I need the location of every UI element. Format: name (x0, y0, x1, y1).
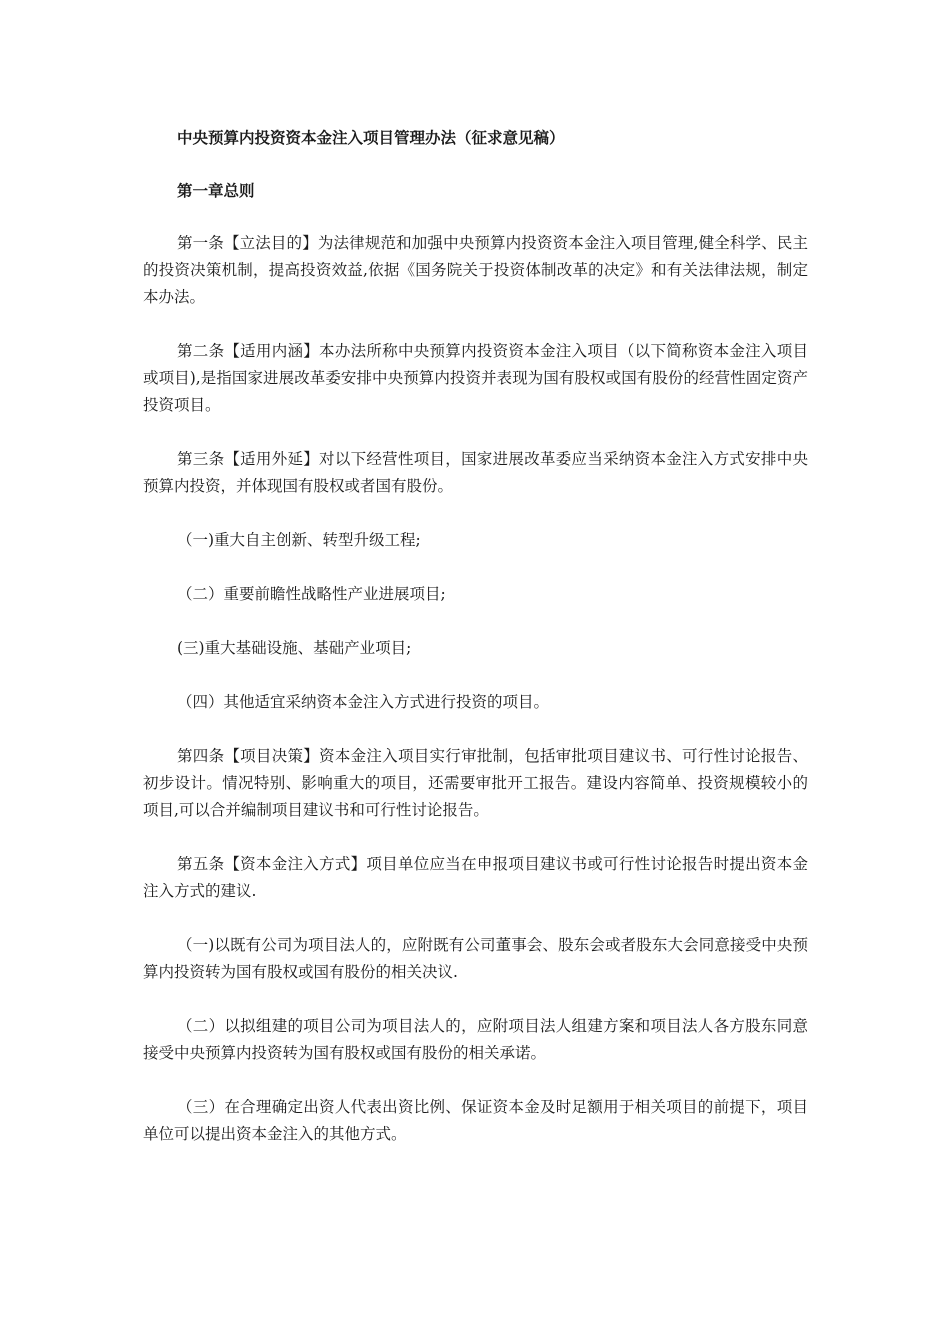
document-body (143, 124, 808, 1148)
article-4: 第四条【项目决策】资本金注入项目实行审批制，包括审批项目建议书、可行性讨论报告、初步设计。情况特别、影响重大的项目，还需要审批开工报告。建设内容简单、投资规模较小的项目,可以合并编制项目建议书和可行性讨论报告。 (143, 747, 808, 819)
article-2: 第二条【适用内涵】本办法所称中央预算内投资资本金注入项目（以下简称资本金注入项目或项目),是指国家进展改革委安排中央预算内投资并表现为国有股权或国有股份的经营性固定资产投资项目。 (143, 342, 808, 414)
article-3-item-4: （四）其他适宜采纳资本金注入方式进行投资的项目。 (177, 693, 550, 711)
chapter-heading: 第一章总则 (177, 181, 255, 200)
article-5-item-2: （二）以拟组建的项目公司为项目法人的，应附项目法人组建方案和项目法人各方股东同意接受中央预算内投资转为国有股权或国有股份的相关承诺。 (143, 1017, 808, 1062)
document-title: 中央预算内投资资本金注入项目管理办法（征求意见稿） (177, 128, 565, 147)
article-5: 第五条【资本金注入方式】项目单位应当在申报项目建议书或可行性讨论报告时提出资本金注入方式的建议. (143, 855, 808, 900)
article-5-item-1: （一)以既有公司为项目法人的，应附既有公司董事会、股东会或者股东大会同意接受中央预算内投资转为国有股权或国有股份的相关决议. (143, 936, 808, 981)
article-3-item-3: (三)重大基础设施、基础产业项目; (177, 639, 412, 657)
article-5-item-3: （三）在合理确定出资人代表出资比例、保证资本金及时足额用于相关项目的前提下，项目单位可以提出资本金注入的其他方式。 (143, 1098, 808, 1143)
article-3-item-1: （一)重大自主创新、转型升级工程; (177, 531, 421, 549)
article-1: 第一条【立法目的】为法律规范和加强中央预算内投资资本金注入项目管理,健全科学、民主的投资决策机制，提高投资效益,依据《国务院关于投资体制改革的决定》和有关法律法规，制定本办法。 (143, 234, 808, 306)
article-3-item-2: （二）重要前瞻性战略性产业进展项目; (177, 585, 446, 603)
article-3: 第三条【适用外延】对以下经营性项目，国家进展改革委应当采纳资本金注入方式安排中央预算内投资，并体现国有股权或者国有股份。 (143, 450, 808, 495)
